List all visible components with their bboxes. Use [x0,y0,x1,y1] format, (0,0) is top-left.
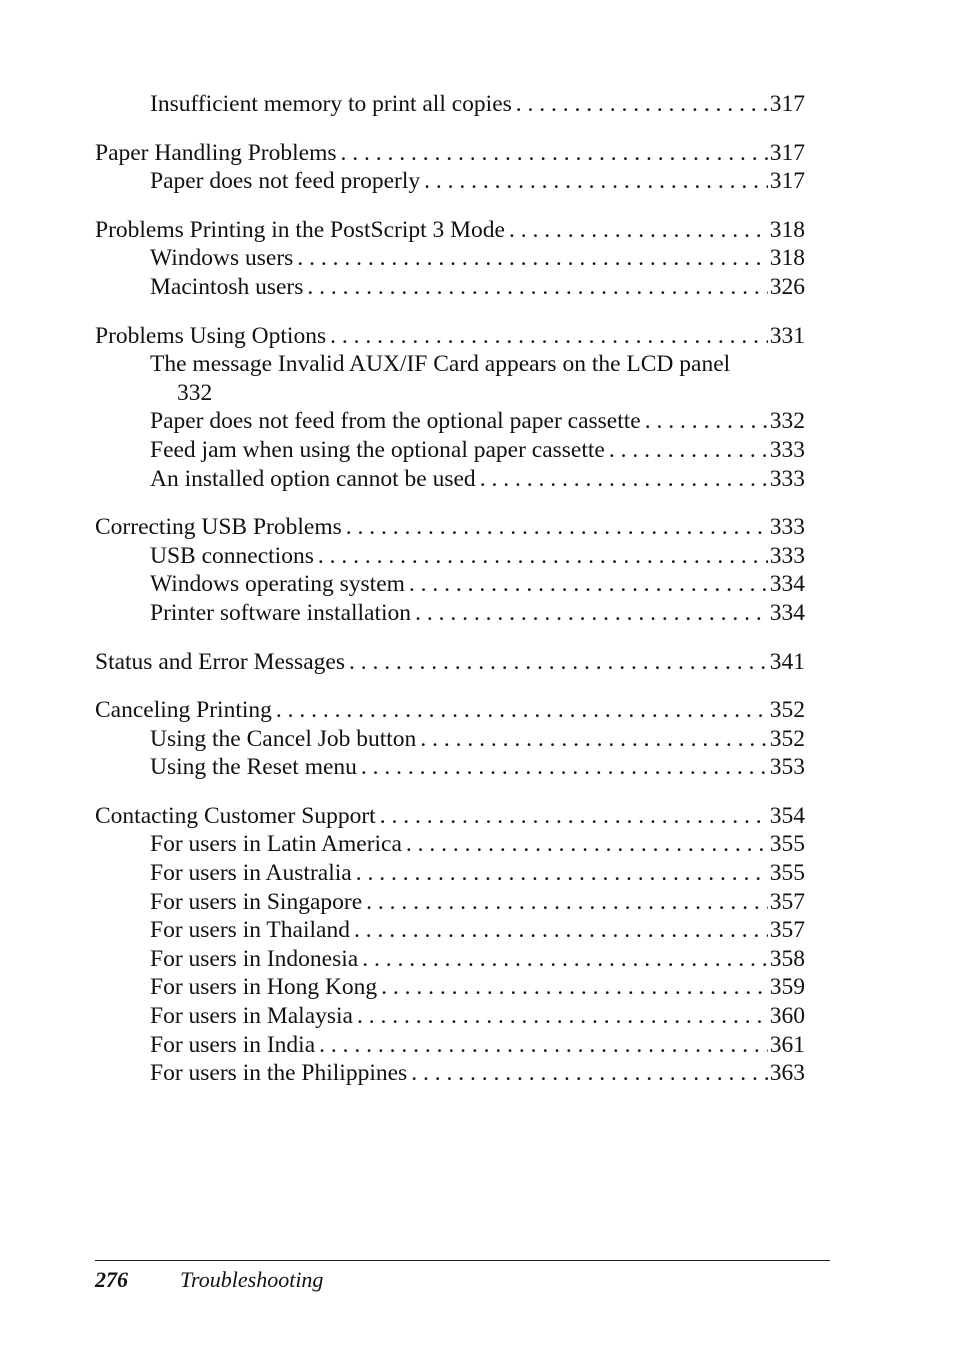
toc-subentry[interactable] [95,570,805,599]
toc-dot-leader [377,973,768,1002]
toc-entry-page: 317 [769,139,805,166]
toc-subentry[interactable] [95,465,805,494]
toc-section [95,802,805,1088]
toc-subentry[interactable] [95,273,805,302]
toc-section [95,90,805,119]
toc-section [95,648,805,677]
toc-entry-page: 333 [769,436,805,463]
toc-subentry[interactable] [95,167,805,196]
toc-dot-leader [293,244,767,273]
toc-heading-entry[interactable] [95,696,805,725]
toc-subentry[interactable] [95,753,805,782]
toc-entry-title: Feed jam when using the optional paper cassette [150,436,605,463]
toc-entry-page: 333 [769,514,805,541]
toc-dot-leader [402,830,768,859]
toc-entry-title: Problems Using Options [95,322,327,349]
toc-dot-leader [314,542,768,571]
toc-entry-title: Printer software installation [150,599,412,626]
footer-page-number: 276 [95,1267,128,1292]
toc-subentry[interactable] [95,1031,805,1060]
toc-subentry[interactable] [95,436,805,465]
toc-subentry[interactable] [95,725,805,754]
toc-dot-leader [405,570,768,599]
toc-heading-entry[interactable] [95,322,805,351]
toc-entry-title: For users in Singapore [150,888,363,915]
toc-entry-title: The message Invalid AUX/IF Card appears on the LCD panel [150,351,731,378]
toc-heading-entry[interactable] [95,513,805,542]
toc-entry-page: 352 [769,725,805,752]
toc-entry-page: 363 [769,1060,805,1087]
toc-dot-leader [411,599,768,628]
toc-entry-page: 332 [177,379,213,406]
toc-entry-title: For users in Malaysia [150,1003,353,1030]
toc-entry-title: USB connections [150,542,314,569]
toc-entry-title: For users in Thailand [150,917,350,944]
toc-entry-page: 357 [769,888,805,915]
toc-dot-leader [641,407,768,436]
toc-dot-leader [362,888,768,917]
page-footer [95,1265,323,1295]
toc-entry-title: Using the Cancel Job button [150,725,417,752]
toc-subentry[interactable] [95,90,805,119]
toc-subentry[interactable] [95,407,805,436]
toc-subentry[interactable] [95,945,805,974]
toc-entry-page: 357 [769,917,805,944]
toc-subentry[interactable] [95,599,805,628]
toc-entry-page: 334 [769,571,805,598]
toc-dot-leader [303,273,767,302]
toc-entry-page: 333 [769,465,805,492]
toc-subentry[interactable] [95,830,805,859]
toc-subentry[interactable] [95,1002,805,1031]
toc-section [95,139,805,196]
toc-entry-title: For users in the Philippines [150,1060,408,1087]
toc-entry-page: 326 [769,273,805,300]
toc-entry-page: 358 [769,945,805,972]
toc-subentry[interactable] [95,542,805,571]
toc-entry-title: Paper does not feed properly [150,168,421,195]
toc-entry-wrapped[interactable] [95,350,805,407]
toc-subentry[interactable] [95,973,805,1002]
toc-entry-title: Problems Printing in the PostScript 3 Mode [95,216,505,243]
toc-entry-page: 354 [769,802,805,829]
toc-entry-title: Paper does not feed from the optional paper cassette [150,408,641,435]
toc-entry-page: 353 [769,754,805,781]
toc-dot-leader [376,802,768,831]
toc-dot-leader [416,725,767,754]
toc-entry-page: 318 [769,245,805,272]
toc-heading-entry[interactable] [95,802,805,831]
toc-entry-title: For users in Hong Kong [150,974,378,1001]
toc-entry-title: Insufficient memory to print all copies [150,91,512,117]
toc-dot-leader [407,1059,768,1088]
toc-dot-leader [420,167,768,196]
toc-section [95,513,805,627]
toc-entry-title: Macintosh users [150,273,304,300]
toc-entry-title: For users in Indonesia [150,945,359,972]
toc-heading-entry[interactable] [95,216,805,245]
toc-entry-title: For users in Latin America [150,831,402,858]
toc-entry-title: Windows operating system [150,571,405,598]
toc-subentry[interactable] [95,888,805,917]
toc-entry-page: 360 [769,1003,805,1030]
toc-entry-page: 332 [769,408,805,435]
footer-rule [95,1260,830,1261]
toc-entry-title: Status and Error Messages [95,648,345,675]
toc-section [95,696,805,782]
toc-entry-page: 355 [769,831,805,858]
toc-dot-leader [512,90,768,119]
toc-entry-title: Contacting Customer Support [95,802,376,829]
toc-dot-leader [476,465,768,494]
toc-dot-leader [342,513,768,542]
toc-dot-leader [337,139,768,168]
toc-dot-leader [350,916,768,945]
toc-entry-page: 331 [769,322,805,349]
toc-heading-entry[interactable] [95,139,805,168]
toc-entry-page: 317 [769,168,805,195]
toc-subentry[interactable] [95,916,805,945]
toc-subentry[interactable] [95,859,805,888]
toc-dot-leader [326,322,768,351]
toc-entry-title: Using the Reset menu [150,754,357,781]
toc-entry-page: 317 [769,91,805,117]
toc-entry-page: 352 [769,697,805,724]
toc-entry-title: For users in India [150,1031,316,1058]
toc-entry-title: Windows users [150,245,294,272]
toc-entry-page: 341 [769,648,805,675]
toc-dot-leader [352,859,768,888]
toc-entry-page: 361 [769,1031,805,1058]
toc-section [95,216,805,302]
toc-dot-leader [345,648,768,677]
toc-entry-title: An installed option cannot be used [150,465,476,492]
toc-entry-title: Canceling Printing [95,697,272,724]
toc-entry-page: 359 [769,974,805,1001]
toc-dot-leader [505,216,768,245]
toc-subentry[interactable] [95,1059,805,1088]
toc-entry-title: For users in Australia [150,860,352,887]
table-of-contents [95,90,805,1108]
toc-entry-page: 318 [769,216,805,243]
toc-entry-page: 333 [769,542,805,569]
toc-dot-leader [315,1031,768,1060]
toc-entry-title: Correcting USB Problems [95,514,342,541]
toc-entry-page: 334 [769,599,805,626]
toc-dot-leader [605,436,768,465]
footer-section-title: Troubleshooting [180,1267,324,1292]
toc-section [95,322,805,494]
toc-dot-leader [272,696,768,725]
toc-dot-leader [353,1002,768,1031]
toc-dot-leader [358,945,768,974]
toc-entry-page: 355 [769,860,805,887]
toc-heading-entry[interactable] [95,648,805,677]
toc-dot-leader [357,753,768,782]
toc-entry-title: Paper Handling Problems [95,139,337,166]
toc-subentry[interactable] [95,244,805,273]
